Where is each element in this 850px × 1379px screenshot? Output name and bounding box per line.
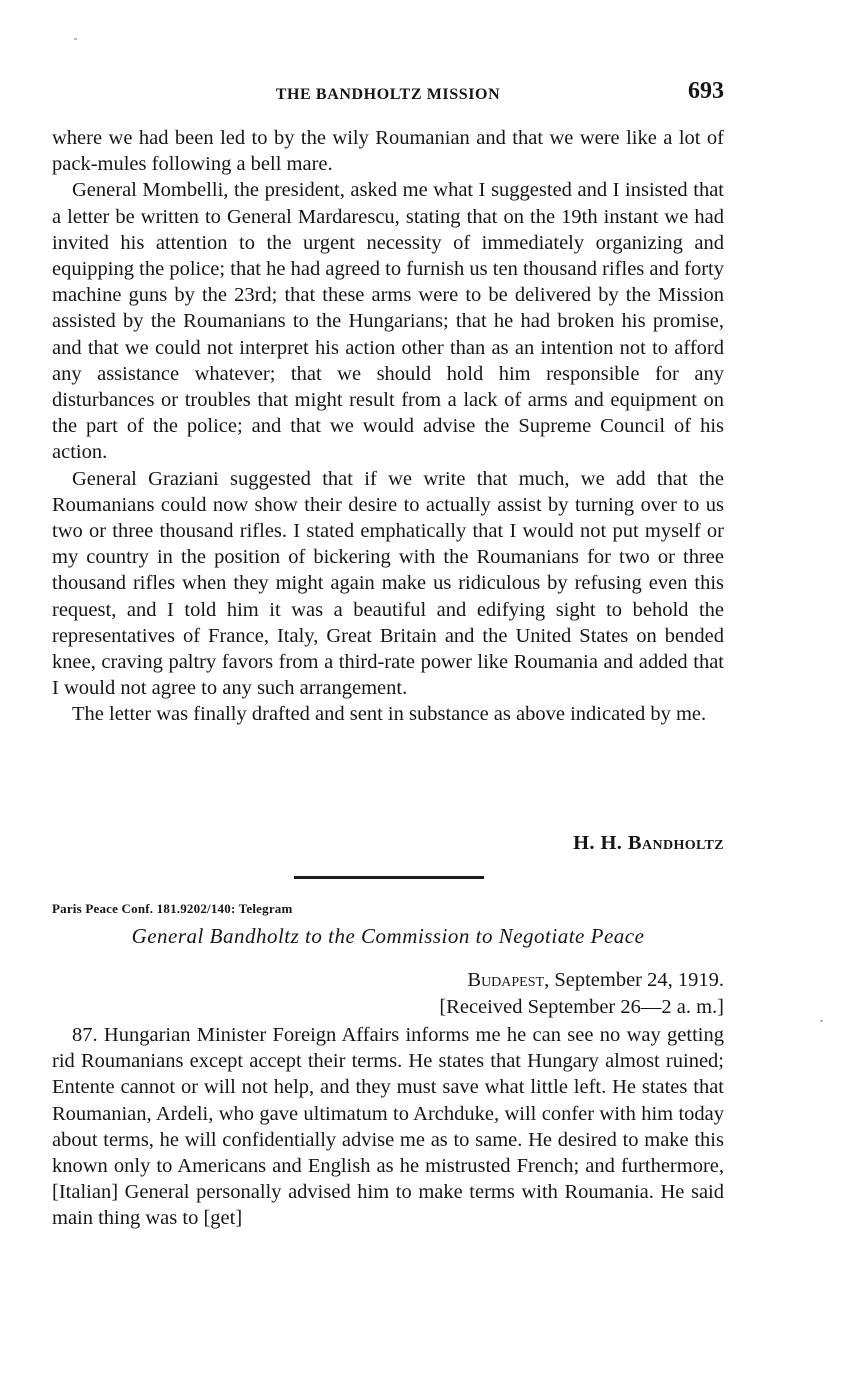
document-heading: General Bandholtz to the Commission to Negotiate Peace <box>131 924 645 948</box>
dateline-place: Budapest <box>467 969 545 991</box>
scan-speck <box>74 38 77 40</box>
main-text-block <box>52 125 724 728</box>
paragraph-continuation: where we had been led to by the wily Roumanian and that we were like a lot of pack-mules following a bell mare. <box>52 127 724 176</box>
telegram-text-block <box>52 1022 724 1232</box>
paragraph-mombelli: General Mombelli, the president, asked me what I suggested and I insisted that a letter be written to General Mardarescu, stating that on the 19th instant we had invited his attention to the urgent necessity of immediately organizing and equipping the police; that he had agreed to furnish us ten thousand rifles and forty machine guns by the 23rd; that these arms were to be delivered by the Mission assisted by the Roumanians to the Hungarians; that he had broken his promise, and that we could not interpret his action other than as an intention not to afford any assistance whatever; that we should hold him responsible for any disturbances or troubles that might result from a lack of arms and equipment on the part of the police; and that we would advise the Supreme Council of his action. <box>52 179 724 464</box>
scan-speck <box>820 1020 823 1022</box>
running-title: THE BANDHOLTZ MISSION <box>275 86 501 103</box>
signature <box>573 832 724 855</box>
running-head <box>52 78 724 112</box>
section-divider <box>294 876 484 879</box>
file-reference: Paris Peace Conf. 181.9202/140: Telegram <box>52 901 293 916</box>
page-number: 693 <box>688 78 724 104</box>
signature-surname: Bandholtz <box>627 832 724 854</box>
telegram-paragraph: 87. Hungarian Minister Foreign Affairs informs me he can see no way getting rid Roumanians except accept their terms. He states that Hungary almost ruined; Entente cannot or will not help, and they must save what little left. He states that Roumanian, Ardeli, who gave ultimatum to Archduke, will confer with him today about terms, he will confidentially advise me as to same. He desired to make this known only to Americans and English as he mistrusted French; and furthermore, [Italian] General personally advised him to make terms with Roumania. He said main thing was to [get] <box>52 1024 724 1230</box>
paragraph-graziani: General Graziani suggested that if we write that much, we add that the Roumanians could now show their desire to actually assist by turning over to us two or three thousand rifles. I stated emphatically that I would not put myself or my country in the position of bickering with the Roumanians for two or three thousand rifles when they might again make us ridiculous by refusing even this request, and I told him it was a beautiful and edifying sight to behold the representatives of France, Italy, Great Britain and the United States on bended knee, craving paltry favors from a third-rate power like Roumania and added that I would not agree to any such arrangement. <box>52 467 724 700</box>
dateline <box>439 967 724 1020</box>
dateline-date: , September 24, 1919. <box>544 969 724 991</box>
signature-initials: H. H. <box>573 832 623 854</box>
received-note: [Received September 26—2 a. m.] <box>439 995 724 1018</box>
paragraph-letter-drafted: The letter was finally drafted and sent in substance as above indicated by me. <box>72 703 707 726</box>
dateline-place-date <box>439 967 724 994</box>
